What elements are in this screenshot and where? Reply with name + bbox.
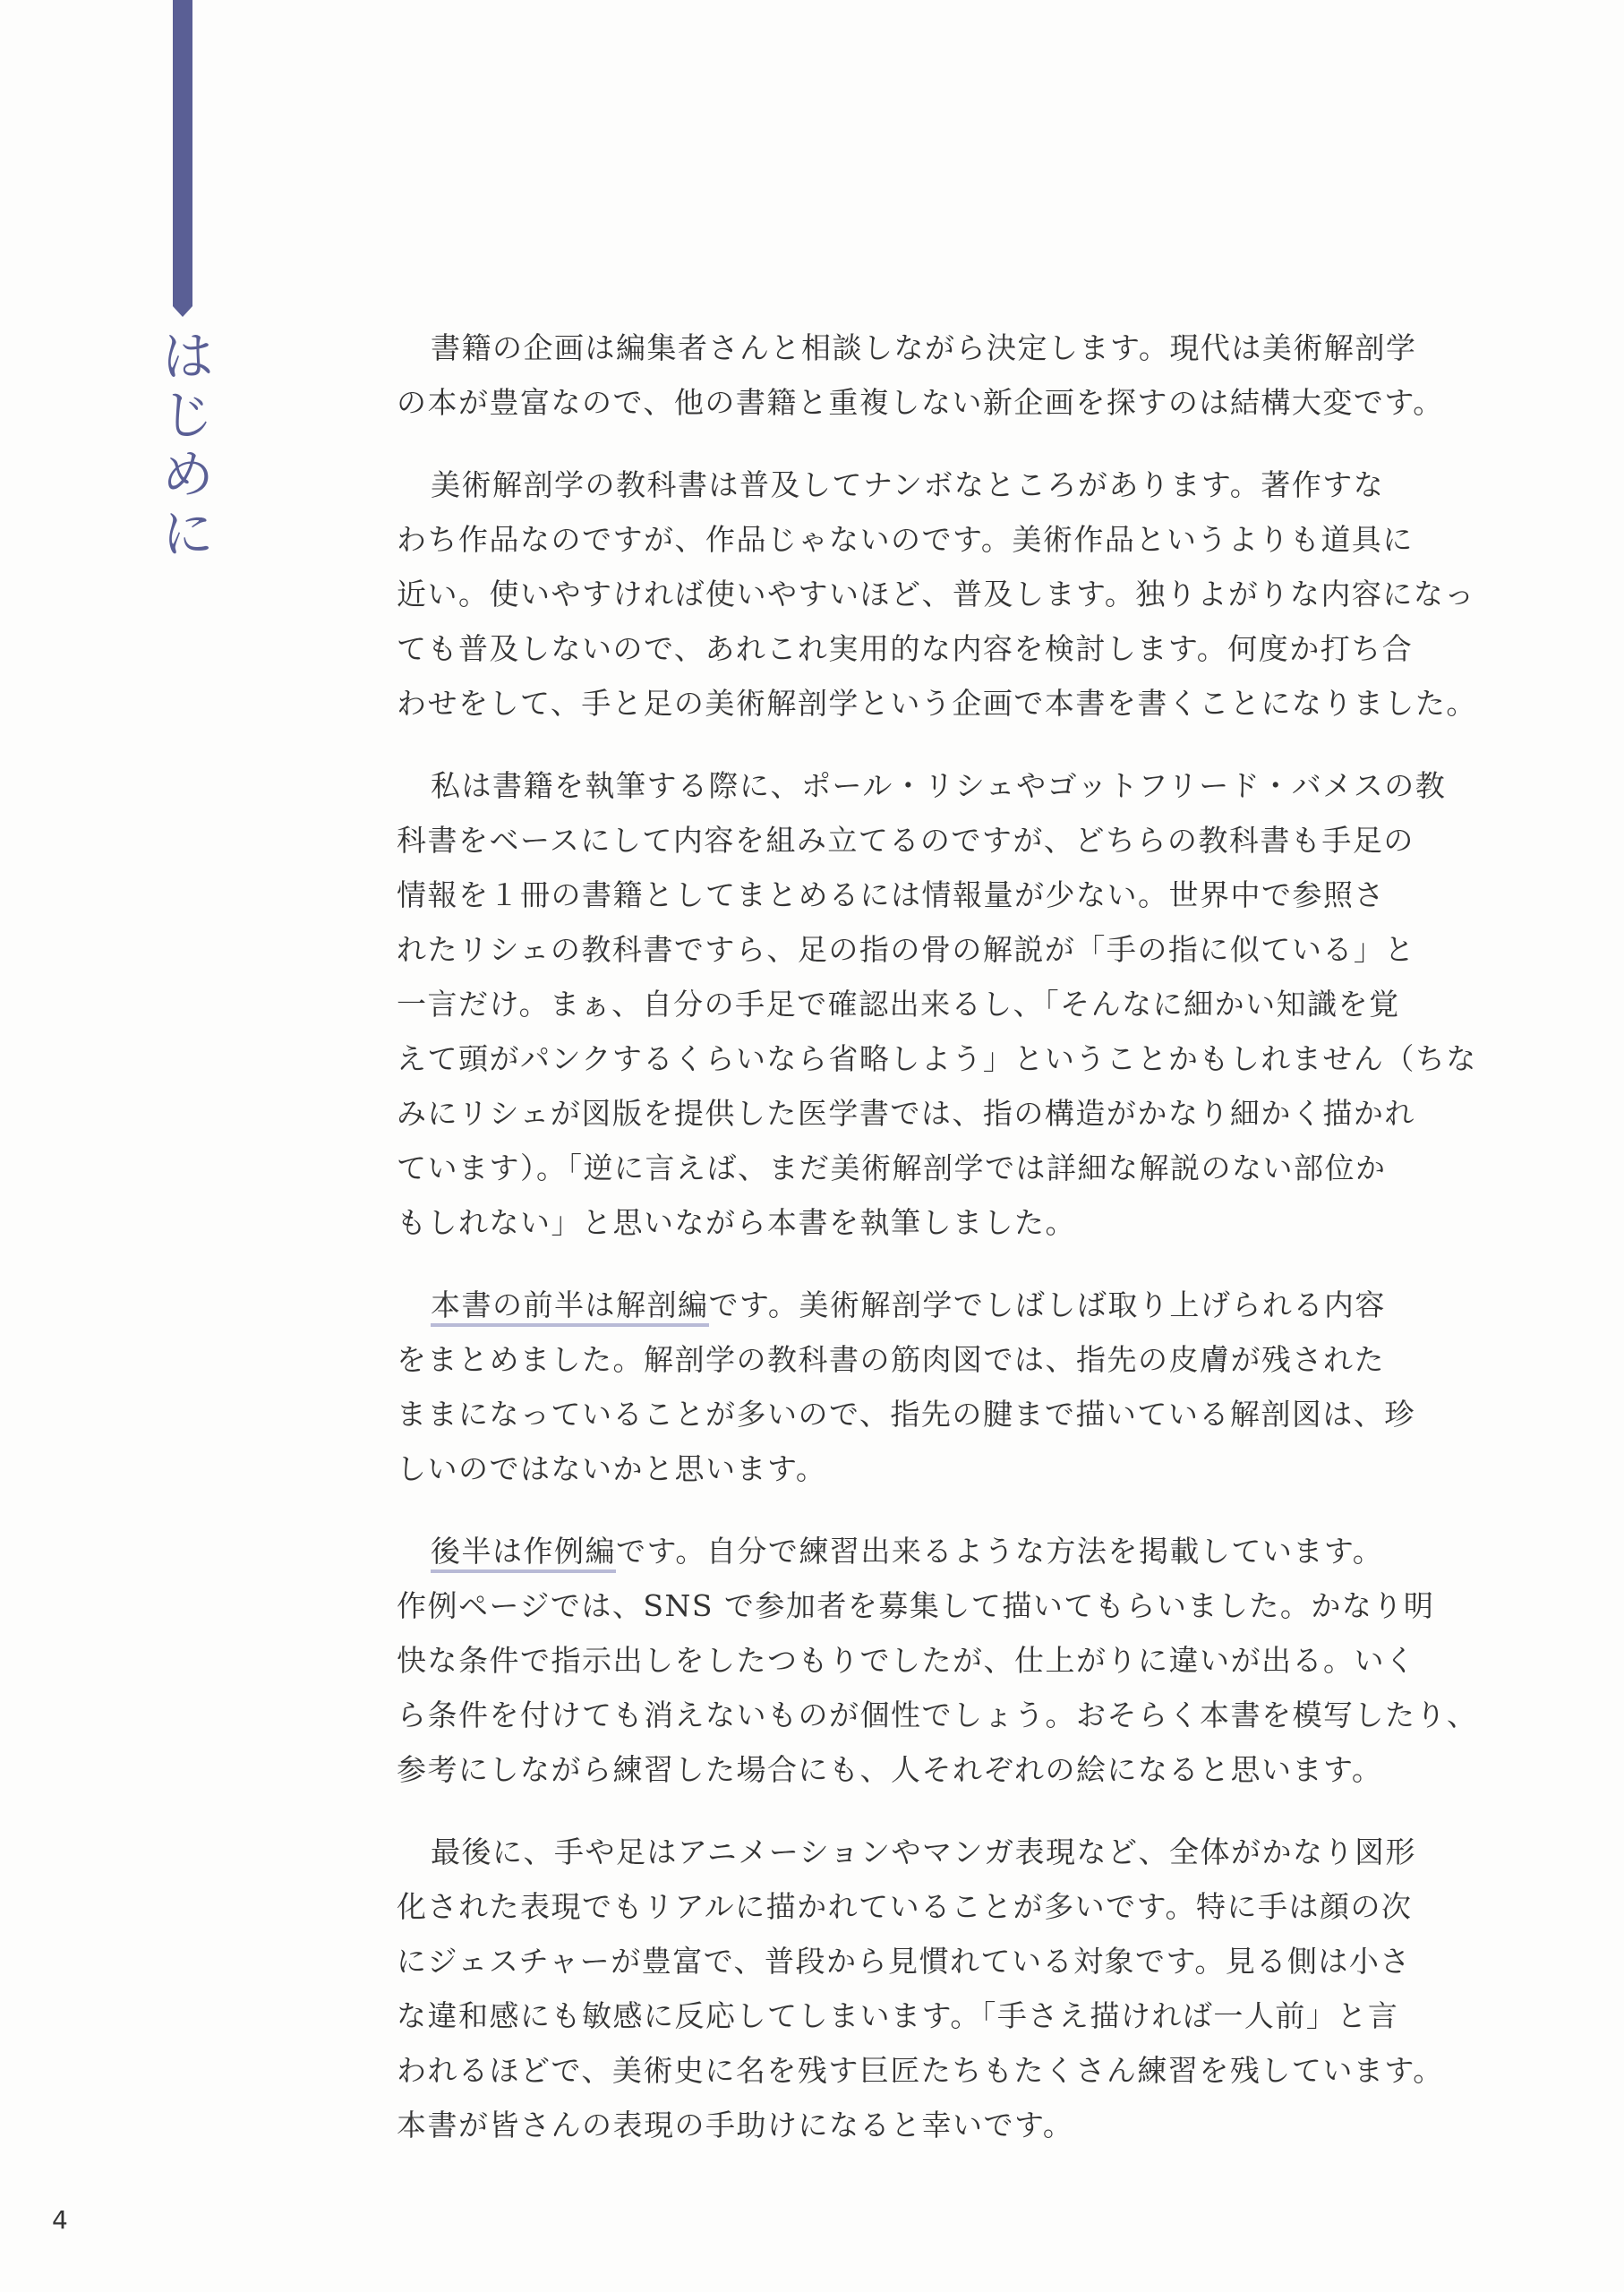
underlined-heading: 後半は作例編 [431,1534,616,1573]
text-line: えて頭がパンクするくらいなら省略しよう」ということかもしれません（ちな [397,1041,1477,1076]
paragraph-1 [397,321,1475,430]
chapter-title: はじめに [152,328,215,564]
paragraph-2 [397,458,1475,731]
text-line: 参考にしながら練習した場合にも、人それぞれの絵になると思います。 [397,1752,1383,1787]
paragraph-6 [397,1825,1475,2152]
text-line: ら条件を付けても消えないものが個性でしょう。おそらく本書を模写したり、 [397,1698,1478,1732]
text-line: 一言だけ。まぁ、自分の手足で確認出来るし、「そんなに細かい知識を覚 [397,987,1400,1022]
text-line: しいのではないかと思います。 [397,1451,827,1486]
text-line: 作例ページでは、SNS で参加者を募集して描いてもらいました。かなり明 [397,1588,1435,1623]
text-line: 書籍の企画は編集者さんと相談しながら決定します。現代は美術解剖学 [431,330,1417,365]
text-fragment: です。美術解剖学でしばしば取り上げられる内容 [708,1287,1386,1322]
underlined-heading: 本書の前半は解剖編 [431,1287,709,1327]
paragraph-3 [397,758,1475,1250]
text-line: わち作品なのですが、作品じゃないのです。美術作品というよりも道具に [397,522,1414,557]
text-line: 美術解剖学の教科書は普及してナンボなところがあります。著作すな [431,467,1385,502]
paragraph-4 [397,1278,1475,1496]
paragraph-5 [397,1524,1478,1797]
text-line: ています）。「逆に言えば、まだ美術解剖学では詳細な解説のない部位か [397,1150,1387,1185]
text-line [397,1278,1475,1332]
text-line: 情報を１冊の書籍としてまとめるには情報量が少ない。世界中で参照さ [397,877,1385,912]
text-line: ても普及しないので、あれこれ実用的な内容を検討します。何度か打ち合 [397,631,1414,666]
text-line: 本書が皆さんの表現の手助けになると幸いです。 [397,2108,1074,2142]
text-line: 化された表現でもリアルに描かれていることが多いです。特に手は顔の次 [397,1889,1413,1924]
text-line: ままになっていることが多いので、指先の腱まで描いている解剖図は、珍 [397,1397,1415,1432]
text-line: な違和感にも敏感に反応してしまいます。「手さえ描ければ一人前」と言 [397,1998,1399,2033]
text-fragment: です。自分で練習出来るような方法を掲載しています。 [616,1534,1384,1569]
text-line: 快な条件で指示出しをしたつもりでしたが、仕上がりに違いが出る。いく [397,1643,1416,1678]
text-line: の本が豊富なので、他の書籍と重複しない新企画を探すのは結構大変です。 [397,385,1444,420]
text-line: われるほどで、美術史に名を残す巨匠たちもたくさん練習を残しています。 [397,2053,1444,2088]
page-number: 4 [52,2205,68,2235]
body-text [397,321,1478,2180]
text-line: もしれない」と思いながら本書を執筆しました。 [397,1205,1076,1240]
text-line: 科書をベースにして内容を組み立てるのですが、どちらの教科書も手足の [397,823,1415,858]
text-line: 私は書籍を執筆する際に、ポール・リシェやゴットフリード・バメスの教 [431,768,1447,803]
text-line [397,1524,1475,1578]
text-line: 最後に、手や足はアニメーションやマンガ表現など、全体がかなり図形 [431,1834,1417,1869]
text-line: をまとめました。解剖学の教科書の筋肉図では、指先の皮膚が残された [397,1342,1385,1377]
text-line: れたリシェの教科書ですら、足の指の骨の解説が「手の指に似ている」と [397,932,1415,967]
text-line: 近い。使いやすければ使いやすいほど、普及します。独りよがりな内容になっ [397,577,1475,611]
text-line: わせをして、手と足の美術解剖学という企画で本書を書くことになりました。 [397,686,1477,721]
text-line: にジェスチャーが豊富で、普段から見慣れている対象です。見る側は小さ [397,1944,1411,1979]
chapter-bar [173,0,192,306]
text-line: みにリシェが図版を提供した医学書では、指の構造がかなり細かく描かれ [397,1096,1415,1131]
